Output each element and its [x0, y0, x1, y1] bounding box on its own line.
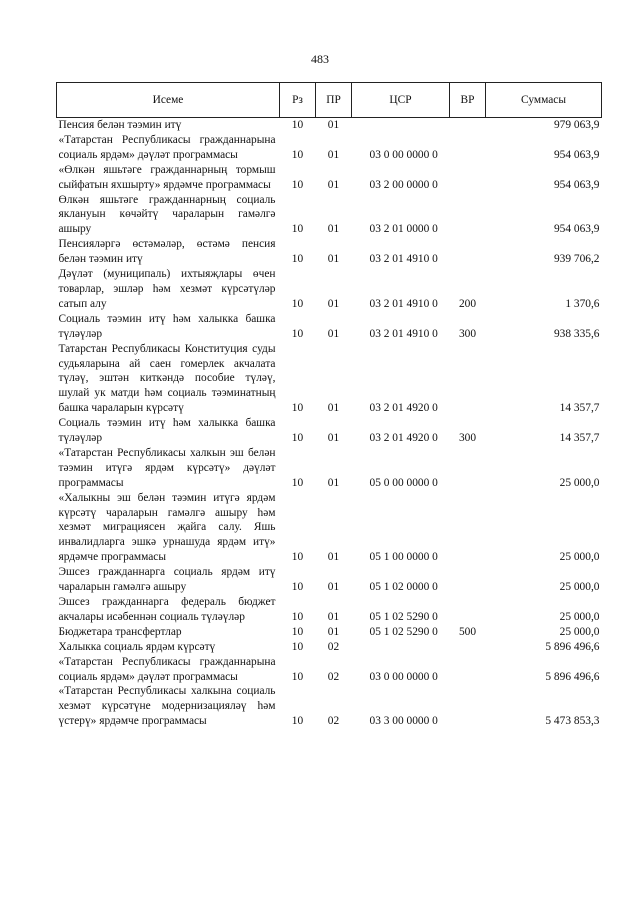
row-csr: [352, 640, 450, 655]
row-sum: 954 063,9: [553, 148, 600, 161]
row-sum: 25 000,0: [559, 551, 600, 564]
row-pr: 01: [327, 327, 340, 340]
row-pr: 01: [327, 610, 340, 623]
row-csr: 03 2 01 4910 0: [369, 327, 438, 340]
table-row: [57, 565, 602, 595]
row-sum: 5 896 496,6: [545, 670, 600, 683]
row-sum: 25 000,0: [559, 476, 600, 489]
row-vr: [450, 446, 486, 491]
row-vr: [450, 640, 486, 655]
row-pr: 01: [327, 148, 340, 161]
row-rz: 10: [291, 148, 304, 161]
header-csr: ЦСР: [352, 83, 450, 118]
row-name: Социаль тәэмин итү һәм халыкка башка түләүләр: [58, 312, 276, 340]
row-vr: [450, 655, 486, 685]
row-sum: 14 357,7: [559, 402, 600, 415]
table-row: [57, 655, 602, 685]
table-row: [57, 595, 602, 625]
row-vr: [450, 342, 486, 417]
row-rz: 10: [291, 297, 304, 310]
row-name: Эшсез гражданнарга федераль бюджет акчалары исәбеннән социаль түләүләр: [58, 596, 276, 623]
table-row: [57, 491, 602, 566]
table-row: [57, 416, 602, 446]
row-pr: 01: [327, 432, 340, 445]
row-csr: 03 2 01 0000 0: [369, 223, 438, 236]
row-sum: 979 063,9: [553, 119, 600, 131]
row-pr: 01: [327, 581, 340, 594]
header-rz: Рз: [280, 83, 316, 118]
row-name: «Татарстан Республикасы халкына социаль хезмәт күрсәтүне модернизацияләү һәм үстерү» ярдәмче программасы: [58, 685, 276, 728]
row-sum: 954 063,9: [553, 178, 600, 191]
row-name: «Татарстан Республикасы гражданнарына социаль ярдәм» дәүләт программасы: [58, 655, 276, 683]
row-vr: 500: [458, 625, 477, 638]
row-pr: 02: [327, 670, 340, 683]
row-pr: 01: [327, 253, 340, 266]
row-rz: 10: [291, 610, 304, 623]
row-pr: 01: [327, 476, 340, 489]
header-name: Исеме: [57, 83, 280, 118]
row-sum: 25 000,0: [559, 610, 600, 623]
row-name: «Халыкны эш белән тәэмин итүгә ярдәм күрсәтү чараларын гамәлгә ашыру һәм хезмәт миграциясен җайга салу. Яшь инвалидларга эшкә урнашуда ярдәм итү» ярдәмче программасы: [58, 491, 276, 564]
row-csr: 03 0 00 0000 0: [369, 670, 438, 683]
table-row: [57, 684, 602, 729]
table-row: [57, 342, 602, 417]
table-row: [57, 267, 602, 312]
row-rz: 10: [291, 402, 304, 415]
row-sum: 5 896 496,6: [545, 640, 600, 653]
row-name: Пенсияләргә өстәмәләр, өстәмә пенсия белән тәэмин итү: [58, 238, 276, 266]
row-sum: 1 370,6: [565, 297, 600, 310]
row-name: Эшсез гражданнарга социаль ярдәм итү чараларын гамәлгә ашыру: [58, 566, 276, 594]
row-rz: 10: [291, 625, 304, 638]
row-name: «Өлкән яшьтәге гражданнарның тормыш сыйфатын яхшырту» ярдәмче программасы: [58, 163, 276, 191]
header-sum: Суммасы: [486, 83, 602, 118]
row-csr: 05 1 02 5290 0: [369, 610, 438, 623]
row-rz: 10: [291, 551, 304, 564]
page-number: 483: [311, 52, 329, 66]
row-rz: 10: [291, 476, 304, 489]
row-pr: 02: [327, 715, 340, 728]
row-csr: 03 3 00 0000 0: [369, 715, 438, 728]
row-csr: 03 2 01 4920 0: [369, 402, 438, 415]
row-rz: 10: [291, 715, 304, 728]
row-sum: 14 357,7: [559, 432, 600, 445]
row-csr: 03 2 00 0000 0: [369, 178, 438, 191]
row-name: «Татарстан Республикасы халкын эш белән тәэмин итүгә ярдәм күрсәтү» дәүләт программасы: [58, 446, 276, 489]
row-vr: [450, 565, 486, 595]
row-pr: 01: [327, 178, 340, 191]
row-name: Татарстан Республикасы Конституция суды судьяларына ай саен гомерлек акчалата түләү, эштән киткәндә пособие түләү, шулай ук матди һәм социаль тәэминатның башка чараларын күрсәтү: [58, 342, 276, 415]
row-name: Дәүләт (муниципаль) ихтыяҗлары өчен товарлар, эшләр һәм хезмәт күрсәтүләр сатып алу: [58, 268, 276, 310]
row-csr: 03 2 01 4910 0: [369, 253, 438, 266]
table-row: [57, 640, 602, 655]
row-rz: 10: [291, 670, 304, 683]
row-name: Халыкка социаль ярдәм күрсәтү: [58, 640, 216, 653]
row-rz: 10: [291, 253, 304, 266]
row-csr: 05 1 02 0000 0: [369, 581, 438, 594]
row-csr: 03 0 00 0000 0: [369, 148, 438, 161]
row-csr: 05 0 00 0000 0: [369, 476, 438, 489]
table-row: [57, 237, 602, 267]
row-sum: 25 000,0: [559, 581, 600, 594]
row-pr: 01: [327, 223, 340, 236]
row-vr: [450, 491, 486, 566]
table-row: [57, 446, 602, 491]
row-pr: 01: [327, 402, 340, 415]
row-csr: 03 2 01 4920 0: [369, 432, 438, 445]
row-name: Бюджетара трансфертлар: [58, 625, 182, 638]
row-rz: 10: [291, 178, 304, 191]
row-vr: [450, 163, 486, 193]
row-vr: [450, 595, 486, 625]
row-name: Пенсия белән тәэмин итү: [58, 119, 182, 131]
row-sum: 939 706,2: [553, 253, 600, 266]
row-name: Социаль тәэмин итү һәм халыкка башка түләүләр: [58, 417, 276, 445]
row-sum: 954 063,9: [553, 223, 600, 236]
row-vr: 300: [458, 432, 477, 445]
row-vr: [450, 118, 486, 133]
header-vr: ВР: [450, 83, 486, 118]
table-row: [57, 625, 602, 640]
row-pr: 01: [327, 119, 340, 131]
row-vr: 200: [458, 297, 477, 310]
row-rz: 10: [291, 640, 304, 653]
table-row: [57, 118, 602, 133]
row-rz: 10: [291, 119, 304, 131]
row-pr: 02: [327, 640, 340, 653]
table-row: [57, 193, 602, 238]
table-row: [57, 133, 602, 163]
row-vr: [450, 193, 486, 238]
row-sum: 5 473 853,3: [545, 715, 600, 728]
row-rz: 10: [291, 581, 304, 594]
table-header-row: [57, 83, 602, 118]
row-rz: 10: [291, 223, 304, 236]
row-rz: 10: [291, 327, 304, 340]
row-pr: 01: [327, 297, 340, 310]
row-csr: [352, 118, 450, 133]
row-pr: 01: [327, 551, 340, 564]
row-csr: 03 2 01 4910 0: [369, 297, 438, 310]
row-csr: 05 1 00 0000 0: [369, 551, 438, 564]
row-sum: 938 335,6: [553, 327, 600, 340]
row-name: «Татарстан Республикасы гражданнарына социаль ярдәм» дәүләт программасы: [58, 133, 276, 161]
row-vr: 300: [458, 327, 477, 340]
row-pr: 01: [327, 625, 340, 638]
row-vr: [450, 684, 486, 729]
header-pr: ПР: [316, 83, 352, 118]
table-row: [57, 163, 602, 193]
row-vr: [450, 237, 486, 267]
row-csr: 05 1 02 5290 0: [369, 625, 438, 638]
table-row: [57, 312, 602, 342]
budget-table: [56, 82, 602, 729]
row-vr: [450, 133, 486, 163]
row-sum: 25 000,0: [559, 625, 600, 638]
row-rz: 10: [291, 432, 304, 445]
row-name: Өлкән яшьтәге гражданнарның социаль яклануын көчәйтү чараларын гамәлгә ашыру: [58, 193, 276, 236]
